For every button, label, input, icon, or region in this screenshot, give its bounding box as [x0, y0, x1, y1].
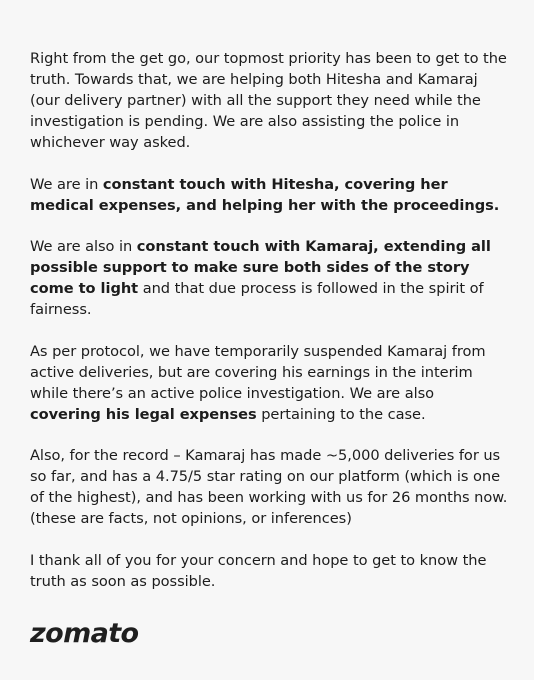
paragraph-priority	[30, 48, 508, 153]
paragraph-kamaraj-support	[30, 236, 508, 320]
paragraph-text: I thank all of you for your concern and hope to get to know the truth as soon as possible.	[30, 551, 487, 590]
paragraph-record	[30, 445, 508, 529]
paragraph-text: and that due process is followed in the spirit of fairness.	[30, 280, 484, 318]
paragraph-text: Right from the get go, our topmost priority has been to get to the truth. Towards that, we are helping both Hitesha and Kamaraj (our delivery partner) with all the support they need while the investigation is pending. We are also assisting the police in whichever way asked.	[30, 50, 507, 151]
paragraph-hitesha-support	[30, 174, 508, 216]
paragraph-text: Also, for the record – Kamaraj has made ~5,000 deliveries for us so far, and has a 4.75/5 star rating on our platform (which is one of the highest), and has been working with us for 26 months now. (these are facts, not opinions, or inferences)	[30, 447, 508, 527]
paragraph-bold-text: covering his legal expenses	[30, 405, 257, 423]
statement-body	[30, 48, 508, 612]
zomato-logo: zomato	[30, 618, 139, 649]
paragraph-thanks	[30, 550, 508, 592]
paragraph-bold-text: constant touch with Hitesha, covering her medical expenses, and helping her with the proceedings.	[30, 175, 500, 214]
paragraph-text: We are also in	[30, 238, 137, 255]
paragraph-protocol	[30, 341, 508, 425]
paragraph-text: As per protocol, we have temporarily suspended Kamaraj from active deliveries, but are covering his earnings in the interim while there’s an active police investigation. We are also	[30, 342, 486, 402]
paragraph-bold-text: constant touch with Kamaraj, extending all possible support to make sure both sides of the story come to light	[30, 238, 491, 297]
paragraph-text: pertaining to the case.	[256, 405, 426, 423]
paragraph-text: We are in	[30, 175, 103, 193]
